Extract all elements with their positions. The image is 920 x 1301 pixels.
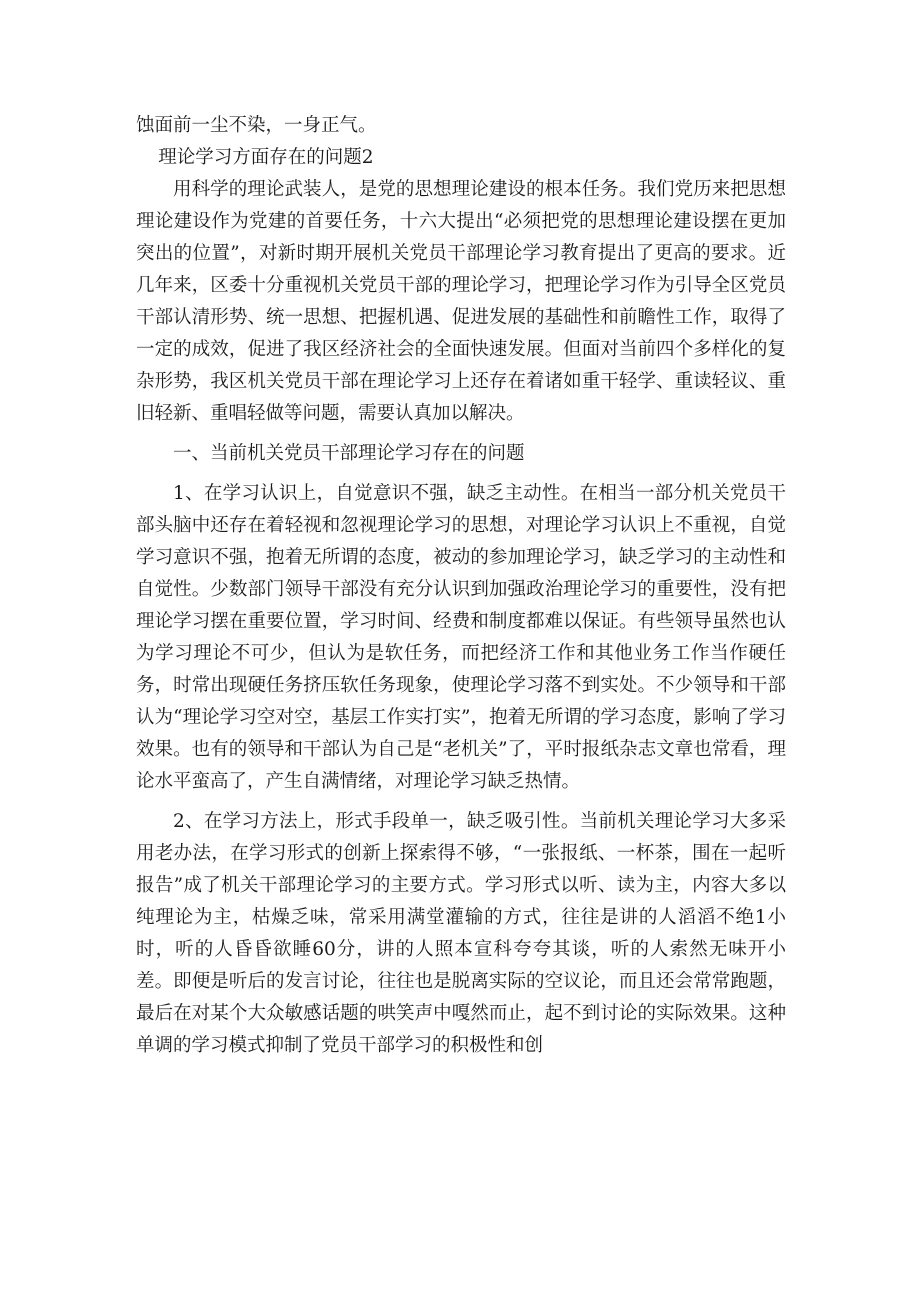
item-paragraph-2: 2、在学习方法上，形式手段单一，缺乏吸引性。当前机关理论学习大多采用老办法，在学习形式的创新上探索得不够，“一张报纸、一杯茶，围在一起听报告”成了机关干部理论学习的主要方式。学习形式以听、读为主，内容大多以纯理论为主，枯燥乏味，常采用满堂灌输的方式，往往是讲的人滔滔不绝1小时，听的人昏昏欲睡60分，讲的人照本宣科夸夸其谈，听的人索然无味开小差。即便是听后的发言讨论，往往也是脱离实际的空议论，而且还会常常跑题，最后在对某个大众敏感话题的哄笑声中嘎然而止，起不到讨论的实际效果。这种单调的学习模式抑制了党员干部学习的积极性和创 bbox=[136, 811, 786, 1056]
section-heading: 一、当前机关党员干部理论学习存在的问题 bbox=[173, 443, 525, 464]
intro-paragraph: 用科学的理论武装人，是党的思想理论建设的根本任务。我们党历来把思想理论建设作为党建的首要任务，十六大提出“必须把党的思想理论建设摆在更加突出的位置”，对新时期开展机关党员干部理论学习教育提出了更高的要求。近几年来，区委十分重视机关党员干部的理论学习，把理论学习作为引导全区党员干部认清形势、统一思想、把握机遇、促进发展的基础性和前瞻性工作，取得了一定的成效，促进了我区经济社会的全面快速发展。但面对当前四个多样化的复杂形势，我区机关党员干部在理论学习上还存在着诸如重干轻学、重读轻议、重旧轻新、重唱轻做等问题，需要认真加以解决。 bbox=[136, 179, 786, 424]
document-subtitle: 理论学习方面存在的问题2 bbox=[158, 147, 374, 168]
continuation-paragraph: 蚀面前一尘不染，一身正气。 bbox=[136, 115, 377, 136]
item-paragraph-1: 1、在学习认识上，自觉意识不强，缺乏主动性。在相当一部分机关党员干部头脑中还存在着轻视和忽视理论学习的思想，对理论学习认识上不重视，自觉学习意识不强，抱着无所谓的态度，被动的参加理论学习，缺乏学习的主动性和自觉性。少数部门领导干部没有充分认识到加强政治理论学习的重要性，没有把理论学习摆在重要位置，学习时间、经费和制度都难以保证。有些领导虽然也认为学习理论不可少，但认为是软任务，而把经济工作和其他业务工作当作硬任务，时常出现硬任务挤压软任务现象，使理论学习落不到实处。不少领导和干部认为“理论学习空对空，基层工作实打实”，抱着无所谓的学习态度，影响了学习效果。也有的领导和干部认为自己是“老机关”了，平时报纸杂志文章也常看，理论水平蛮高了，产生自满情绪，对理论学习缺乏热情。 bbox=[136, 483, 786, 792]
document-body bbox=[136, 110, 786, 1062]
